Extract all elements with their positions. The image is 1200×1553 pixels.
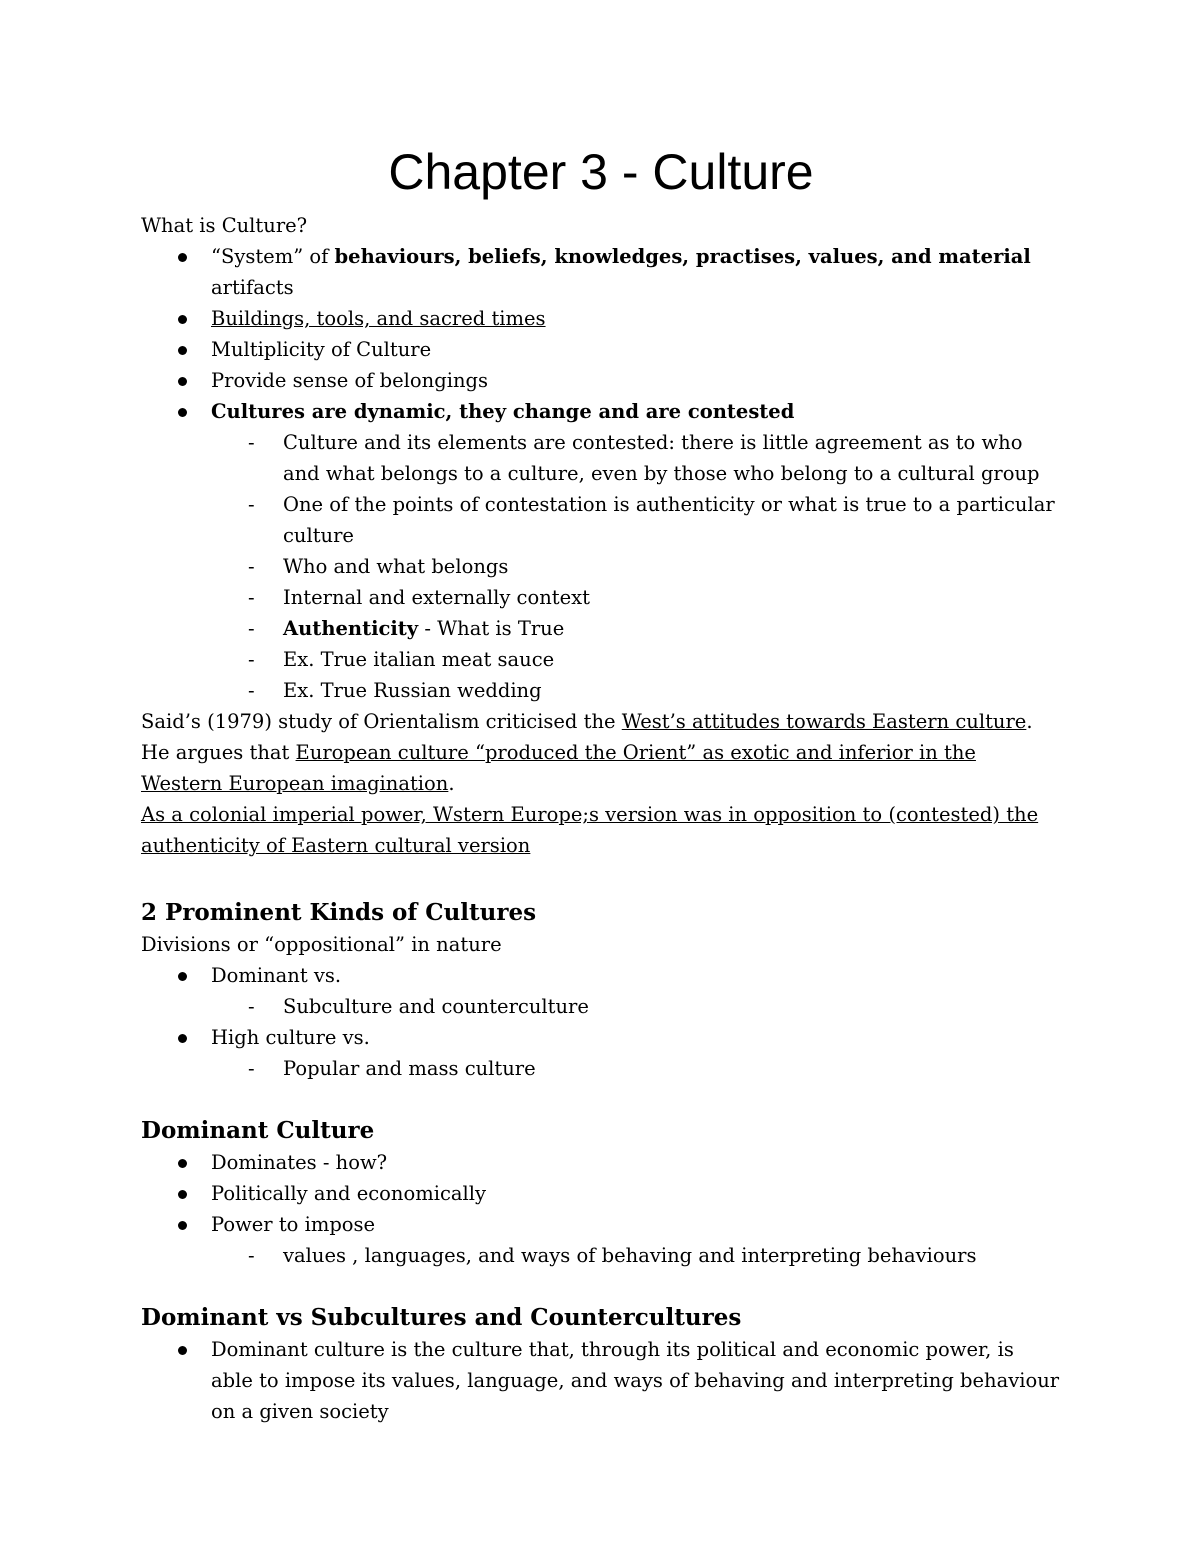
section-heading: What is Culture? xyxy=(141,214,308,237)
list-item-text: Dominates - how? xyxy=(211,1151,388,1174)
list-item-text: Multiplicity of Culture xyxy=(211,338,432,361)
section-intro: Divisions or “oppositional” in nature xyxy=(141,933,502,956)
list-item-text: Buildings, tools, and sacred times xyxy=(211,307,546,330)
bullet-dot-icon xyxy=(178,346,187,355)
bullet-dot-icon xyxy=(178,1221,187,1230)
section-heading: Dominant Culture xyxy=(141,1117,375,1144)
list-item xyxy=(211,365,1061,396)
spacer xyxy=(141,861,1061,896)
bullet-dot-icon xyxy=(178,408,187,417)
bullet-dot-icon xyxy=(178,1346,187,1355)
section-heading: 2 Prominent Kinds of Cultures xyxy=(141,899,537,926)
underlined-text: West’s attitudes towards Eastern culture xyxy=(621,710,1027,733)
dash-item-text: Culture and its elements are contested: there is little agreement as to who and what belongs to a culture, even by those who belong to a cultural group xyxy=(283,431,1040,485)
dash-item xyxy=(248,991,1061,1022)
dash-marker-icon: - xyxy=(248,995,255,1018)
list-item-text: Politically and economically xyxy=(211,1182,486,1205)
dash-item xyxy=(248,644,1061,675)
bullet-list xyxy=(141,1334,1061,1427)
dash-item-text: values , languages, and ways of behaving and interpreting behaviours xyxy=(283,1244,977,1267)
dash-marker-icon: - xyxy=(248,679,255,702)
dash-marker-icon: - xyxy=(248,1057,255,1080)
dash-item xyxy=(248,582,1061,613)
list-item-text: artifacts xyxy=(211,276,294,299)
paragraph-text: . He argues that xyxy=(141,710,1033,764)
dash-item-text: Ex. True italian meat sauce xyxy=(283,648,555,671)
dash-item xyxy=(248,489,1061,551)
spacer xyxy=(141,1084,1061,1114)
dash-marker-icon: - xyxy=(248,493,255,516)
list-item-text: Provide sense of belongings xyxy=(211,369,488,392)
bullet-dot-icon xyxy=(178,1190,187,1199)
bullet-list xyxy=(141,960,1061,1084)
dash-list xyxy=(211,1053,1061,1084)
spacer xyxy=(141,1271,1061,1301)
dash-marker-icon: - xyxy=(248,617,255,640)
dash-item-text: - What is True xyxy=(418,617,565,640)
list-item xyxy=(211,1334,1061,1427)
bullet-dot-icon xyxy=(178,315,187,324)
dash-item-text: Internal and externally context xyxy=(283,586,590,609)
paragraph-text: . xyxy=(448,772,455,795)
dash-item-text: Ex. True Russian wedding xyxy=(283,679,542,702)
list-item xyxy=(211,1178,1061,1209)
section-dominant-vs-subcultures xyxy=(141,1301,1061,1427)
page-title: Chapter 3 - Culture xyxy=(388,144,814,200)
list-item xyxy=(211,1022,1061,1084)
dash-item-bold-text: Authenticity xyxy=(283,617,419,640)
dash-marker-icon: - xyxy=(248,1244,255,1267)
bullet-dot-icon xyxy=(178,972,187,981)
list-item xyxy=(211,960,1061,1022)
paragraph-orientalism xyxy=(141,706,1061,799)
list-item xyxy=(211,396,1061,706)
dash-marker-icon: - xyxy=(248,555,255,578)
dash-marker-icon: - xyxy=(248,431,255,454)
list-item-bold-text: behaviours, beliefs, knowledges, practises, values, and material xyxy=(334,245,1031,268)
dash-marker-icon: - xyxy=(248,648,255,671)
dash-item-text: Who and what belongs xyxy=(283,555,509,578)
dash-marker-icon: - xyxy=(248,586,255,609)
dash-item-text: Popular and mass culture xyxy=(283,1057,536,1080)
underlined-text: European culture “produced the Orient” as exotic and inferior in the Western European imagination xyxy=(141,741,976,795)
dash-item-text: Subculture and counterculture xyxy=(283,995,589,1018)
document-page xyxy=(141,140,1061,1427)
bullet-list xyxy=(141,1147,1061,1271)
bullet-dot-icon xyxy=(178,253,187,262)
list-item xyxy=(211,334,1061,365)
bullet-dot-icon xyxy=(178,377,187,386)
list-item-text: Dominant vs. xyxy=(211,964,342,987)
bullet-dot-icon xyxy=(178,1159,187,1168)
dash-item xyxy=(248,1240,1061,1271)
section-heading: Dominant vs Subcultures and Countercultures xyxy=(141,1304,742,1331)
list-item-text: Dominant culture is the culture that, through its political and economic power, is able to impose its values, language, and ways of behaving and interpreting behaviour on a given society xyxy=(211,1338,1060,1423)
dash-item xyxy=(248,551,1061,582)
list-item-text: High culture vs. xyxy=(211,1026,370,1049)
list-item xyxy=(211,1209,1061,1271)
list-item xyxy=(211,303,1061,334)
section-prominent-kinds xyxy=(141,896,1061,1084)
section-dominant-culture xyxy=(141,1114,1061,1271)
dash-item xyxy=(248,613,1061,644)
bullet-dot-icon xyxy=(178,1034,187,1043)
dash-item xyxy=(248,427,1061,489)
list-item-text: Power to impose xyxy=(211,1213,376,1236)
paragraph-colonial: As a colonial imperial power, Wstern Europe;s version was in opposition to (contested) the authenticity of Eastern cultural version xyxy=(141,803,1039,857)
list-item-text: “System” of xyxy=(211,245,335,268)
dash-item-text: One of the points of contestation is authenticity or what is true to a particular culture xyxy=(283,493,1055,547)
dash-list xyxy=(211,1240,1061,1271)
dash-item xyxy=(248,1053,1061,1084)
list-item-text: Cultures are dynamic, they change and are contested xyxy=(211,400,795,423)
section-what-is-culture xyxy=(141,210,1061,861)
list-item xyxy=(211,241,1061,303)
list-item xyxy=(211,1147,1061,1178)
paragraph-text: Said’s (1979) study of Orientalism criticised the xyxy=(141,710,622,733)
bullet-list xyxy=(141,241,1061,706)
dash-list xyxy=(211,427,1061,706)
dash-list xyxy=(211,991,1061,1022)
dash-item xyxy=(248,675,1061,706)
